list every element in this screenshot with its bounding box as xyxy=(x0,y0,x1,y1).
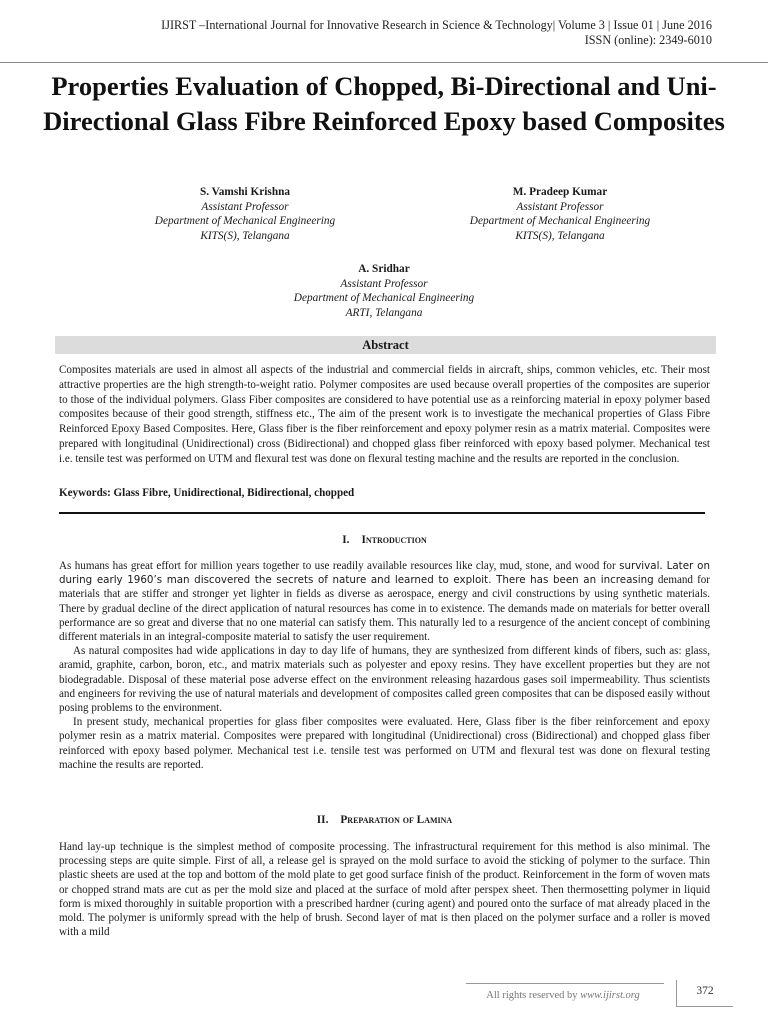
author-name: A. Sridhar xyxy=(358,263,410,275)
paragraph-text: demand for materials that are stiffer and stronger yet lighter in fields as diverse as aerospace, energy and civil constructions by using synthetic materials. There by gradual decline of the direct application of natural resources has come in to existence. The demands made on materials for better overall performance are so great and diverse that no one material can satisfy them. This naturally led to a resurgence of the ancient concept of combining different materials in an integral-composite material to satisfy the user requirement. xyxy=(59,574,710,644)
author-role: Assistant Professor xyxy=(340,277,428,290)
author-department: Department of Mechanical Engineering xyxy=(154,215,336,228)
section-heading-preparation-of-lamina xyxy=(59,813,710,827)
journal-url: www.ijirst.org xyxy=(580,990,640,1001)
page-number: 372 xyxy=(676,980,733,1007)
lamina-body xyxy=(59,840,710,939)
rights-text: All rights reserved by xyxy=(486,990,578,1001)
author-role: Assistant Professor xyxy=(201,200,289,213)
abstract-heading: Abstract xyxy=(55,336,716,354)
paragraph xyxy=(59,559,710,644)
paragraph: As natural composites had wide applications in day to day life of humans, they are synthesized from different kinds of fibers, such as: glass, aramid, graphite, carbon, boron, etc., and matrix materials such as polyester and epoxy resins. They have excellent properties but they are not biodegradable. Disposal of these material pose adverse effect on the environment releasing hazardous gases soil impermeability. Thus scientists and engineers for reviving the use of natural materials and development of composites called green composites that can be disposed easily without posing problems to the environment. xyxy=(59,645,710,715)
section-title: Introduction xyxy=(361,534,427,546)
author-block xyxy=(100,185,390,244)
author-institution: ARTI, Telangana xyxy=(345,307,423,320)
paper-title: Properties Evaluation of Chopped, Bi-Directional and Uni-Directional Glass Fibre Reinforced Epoxy based Composites xyxy=(43,71,725,136)
keywords: Keywords: Glass Fibre, Unidirectional, Bidirectional, chopped xyxy=(59,487,355,499)
author-block xyxy=(430,185,690,244)
author-institution: KITS(S), Telangana xyxy=(515,230,605,243)
abstract-divider xyxy=(59,512,705,514)
author-institution: KITS(S), Telangana xyxy=(200,230,290,243)
header-divider xyxy=(0,62,768,63)
introduction-body xyxy=(59,559,710,772)
author-name: M. Pradeep Kumar xyxy=(512,186,608,198)
author-department: Department of Mechanical Engineering xyxy=(469,215,651,228)
paragraph: Hand lay-up technique is the simplest method of composite processing. The infrastructural requirement for this method is also minimal. The processing steps are quite simple. First of all, a release gel is sprayed on the mold surface to avoid the sticking of polymer to the surface. Thin plastic sheets are used at the top and bottom of the mold plate to get good surface finish of the product. Reinforcement in the form of woven mats or chopped strand mats are cut as per the mold size and placed at the surface of mold after perspex sheet. Then thermosetting polymer in liquid form is mixed thoroughly in suitable proportion with a prescribed hardner (curing agent) and poured onto the surface of mat already placed in the mold. The polymer is uniformly spread with the help of brush. Second layer of mat is then placed on the polymer surface and a roller is moved with a mild xyxy=(59,841,710,939)
abstract-text: Composites materials are used in almost all aspects of the industrial and commercial fields in aircraft, ships, common vehicles, etc. Their most attractive properties are the high strength-to-weight ratio. Polymer composites are used because overall properties of the composites are superior to those of the individual polymers. Glass Fiber composites are considered to have potential use as a reinforcing material in epoxy polymer based composites because of their good strength, stiffness etc., The aim of the present work is to investigate the mechanical properties of Glass Fibre Reinforced Epoxy Based Composites. Here, Glass fiber is the fiber reinforcement and epoxy polymer resin as a matrix material. Composites were prepared with longitudinal (Unidirectional) cross (Bidirectional) and chopped glass fiber reinforced with epoxy based polymer. Mechanical test i.e. tensile test was performed on UTM and flexural test was done on flexural testing machine and the results are reported in the conclusion. xyxy=(59,364,710,465)
paragraph: In present study, mechanical properties for glass fiber composites were evaluated. Here, Glass fiber is the fiber reinforcement and epoxy polymer resin as a matrix material. Composites were prepared with longitudinal (Unidirectional) cross (Bidirectional) and chopped glass fiber reinforced with epoxy based polymer. Mechanical test i.e. tensile test was performed on UTM and flexural test was done on flexural testing machine the results are reported. xyxy=(59,716,710,771)
author-name: S. Vamshi Krishna xyxy=(199,186,291,198)
section-title: Preparation of Lamina xyxy=(340,814,453,826)
running-header xyxy=(72,18,712,48)
section-heading-introduction xyxy=(59,533,710,547)
author-department: Department of Mechanical Engineering xyxy=(293,292,475,305)
section-number: II. xyxy=(316,814,329,826)
footer-divider xyxy=(466,983,664,984)
section-number: I. xyxy=(342,534,350,546)
issn-line: ISSN (online): 2349-6010 xyxy=(584,33,712,47)
author-role: Assistant Professor xyxy=(516,200,604,213)
paragraph-text-alt-font: survival. Later on during early 1960’s man discovered the secrets of nature and learned to exploit. There has been an increasing xyxy=(59,560,710,587)
journal-line: IJIRST –International Journal for Innovative Research in Science & Technology| Volume 3 | Issue 01 | June 2016 xyxy=(161,18,712,32)
paragraph-text: As humans has great effort for million years together to use readily available resources like clay, mud, stone, and wood for xyxy=(59,560,616,572)
author-block xyxy=(240,262,528,321)
footer-rights xyxy=(470,990,656,1001)
